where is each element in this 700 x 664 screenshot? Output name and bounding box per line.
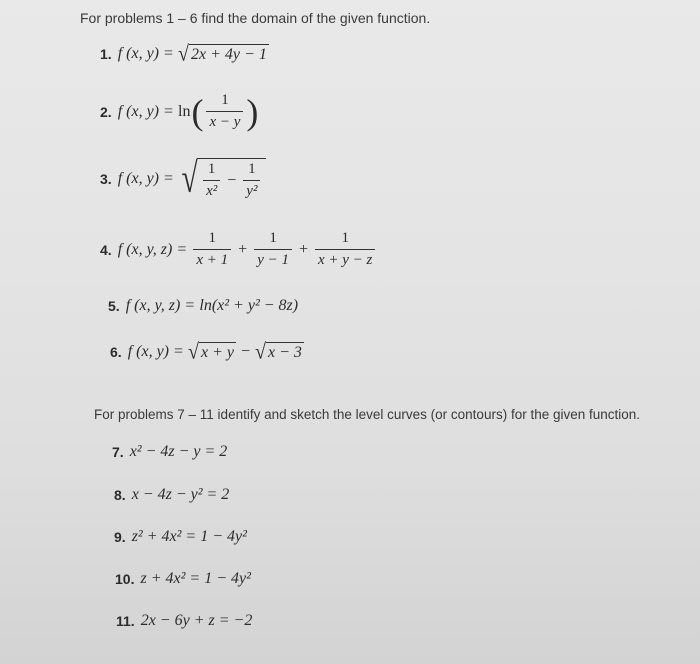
plus-sign: + [238, 240, 248, 258]
square-root: √ x + y [188, 339, 235, 365]
function-rhs: ln(x² + y² − 8z) [199, 297, 299, 314]
problem-5 [108, 297, 298, 315]
numerator: 1 [341, 230, 349, 246]
problem-7 [112, 443, 227, 461]
denominator: x + y − z [315, 249, 375, 269]
equals-sign: = [185, 297, 195, 314]
equation: x − 4z − y² = 2 [131, 486, 230, 503]
equals-sign: = [164, 45, 174, 62]
minus-sign: − [241, 343, 251, 360]
section2-heading: For problems 7 – 11 identify and sketch the level curves (or contours) for the given function. [94, 407, 641, 422]
problem-number: 7. [112, 444, 124, 460]
problem-number: 9. [114, 529, 126, 545]
square-root: √ x − 3 [255, 339, 302, 365]
problem-9 [114, 528, 247, 546]
equals-sign: = [164, 102, 174, 120]
equation: 2x − 6y + z = −2 [140, 612, 253, 629]
denominator: x² [203, 180, 220, 200]
fraction [315, 230, 375, 269]
problem-3 [100, 158, 266, 200]
function-lhs: f (x, y) [127, 343, 169, 360]
equals-sign: = [177, 240, 187, 258]
problem-4 [100, 230, 377, 269]
equation: z² + 4x² = 1 − 4y² [131, 528, 247, 545]
problem-6 [110, 339, 304, 365]
radicand: x − 3 [268, 344, 302, 361]
equals-sign: = [164, 170, 174, 187]
ln-function: ln [178, 102, 191, 120]
fraction [193, 230, 231, 269]
denominator: x − y [206, 111, 243, 131]
problem-number: 1. [100, 46, 112, 62]
denominator: y² [243, 180, 260, 200]
problem-2: 2. f (x, y) = ln ( $\frac{1}{x - y}$ ) [100, 91, 259, 132]
function-lhs: f (x, y) [117, 45, 159, 62]
equation: z + 4x² = 1 − 4y² [140, 570, 251, 587]
equals-sign: = [174, 343, 184, 360]
fraction [206, 92, 243, 131]
square-root-sign: √ [181, 156, 198, 202]
denominator: x + 1 [193, 249, 231, 269]
radicand [197, 158, 266, 200]
numerator: 1 [207, 161, 216, 177]
fraction [243, 161, 260, 200]
denominator: y − 1 [254, 249, 292, 269]
problem-number: 6. [110, 344, 122, 360]
minus-sign: − [227, 171, 237, 189]
radicand: x + y [201, 344, 235, 361]
function-lhs: f (x, y, z) [117, 240, 173, 258]
numerator: 1 [208, 230, 217, 246]
radicand: 2x + 4y − 1 [191, 46, 267, 63]
problem-1 [100, 41, 269, 67]
plus-sign: + [298, 240, 308, 258]
problem-number: 8. [114, 487, 126, 503]
problem-number: 10. [115, 571, 135, 587]
problem-number: 4. [100, 241, 112, 258]
problem-number: 2. [100, 103, 112, 120]
equation: x² − 4z − y = 2 [129, 443, 228, 460]
numerator: 1 [221, 92, 229, 108]
fraction [254, 230, 292, 269]
problem-10 [115, 570, 251, 588]
section1-heading: For problems 1 – 6 find the domain of the given function. [80, 10, 431, 26]
numerator: 1 [269, 230, 277, 246]
problem-number: 5. [108, 298, 120, 314]
function-lhs: f (x, y) [117, 102, 159, 120]
function-lhs: f (x, y, z) [125, 297, 181, 314]
fraction [203, 161, 220, 200]
square-root: √ 2x + 4y − 1 [178, 41, 267, 67]
numerator: 1 [248, 161, 256, 177]
problem-11 [116, 612, 252, 630]
function-lhs: f (x, y) [117, 170, 159, 187]
problem-number: 11. [116, 613, 135, 629]
problem-8 [114, 486, 229, 504]
problem-number: 3. [100, 171, 112, 187]
